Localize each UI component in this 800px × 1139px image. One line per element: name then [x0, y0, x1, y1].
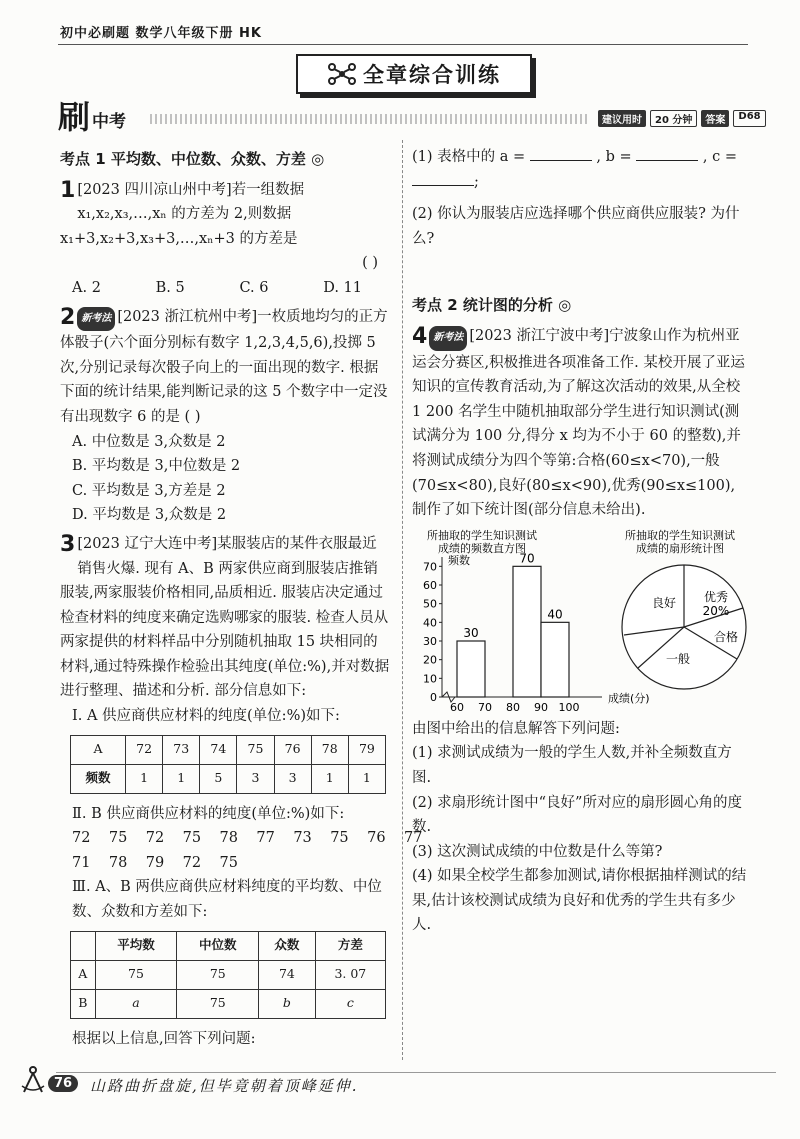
histogram-bar: [457, 641, 485, 697]
supplier-a-table: [70, 735, 386, 794]
histogram-bar: [513, 566, 541, 697]
b-data-line-1: 72 75 72 75 78 77 73 75 76 77: [72, 830, 423, 847]
pie-chart: [622, 528, 746, 689]
dotted-rule: [150, 114, 590, 124]
table-row: B a 75 b c: [71, 989, 386, 1018]
table-row: A 72 73 74 75 76 78 79: [71, 735, 386, 764]
part-3-label: Ⅲ. A、B 两供应商供应材料纯度的平均数、中位数、众数和方差如下:: [72, 879, 382, 921]
pie-title-line2: 成绩的扇形统计图: [636, 541, 724, 555]
question-3: [60, 531, 423, 1051]
stats-table: [70, 931, 386, 1019]
x-tick-label: 100: [558, 700, 580, 714]
new-method-badge: 新考法: [429, 326, 467, 351]
b-data-line-2: 71 78 79 72 75: [72, 854, 238, 871]
slice-percent-excellent: 20%: [702, 603, 730, 618]
blank-c[interactable]: [412, 171, 474, 186]
book-series-header: 初中必刷题 数学八年级下册 HK: [60, 26, 263, 41]
bar-value-label: 40: [547, 607, 563, 622]
footer-rule: [56, 1072, 776, 1073]
blank-a[interactable]: [530, 146, 592, 161]
question-text: [2023 四川凉山州中考]若一组数据 x₁,x₂,x₃,…,xₙ 的方差为 2,则数据 x₁+3,x₂+3,x₃+3,…,xₙ+3 的方差是: [60, 181, 305, 247]
table-row: 平均数 中位数 众数 方差: [71, 931, 386, 960]
question-text: [2023 辽宁大连中考]某服装店的某件衣服最近销售火爆. 现有 A、B 两家供应商到服装店推销服装,两家服装价格相同,品质相近. 服装店决定通过检查材料的纯度来确定选购哪家的服装. 检查人员从两家提供的材料样品中分别随机抽取 15 块相同的材料,通过特殊操作检验出其纯度(单位:%),并对数据进行整理、描述和分析. 部分信息如下:: [60, 535, 390, 700]
blank-b[interactable]: [636, 146, 698, 161]
question-2: [60, 305, 390, 528]
question-number: 1: [60, 177, 76, 203]
time-value: 20 分钟: [650, 110, 697, 127]
y-tick-label: 70: [423, 560, 437, 574]
y-tick-label: 60: [423, 578, 437, 592]
y-tick-label: 50: [423, 597, 437, 611]
x-axis-label: 成绩(分): [608, 691, 650, 705]
left-column: [60, 145, 423, 1051]
option-b: B. 5: [155, 279, 185, 296]
kaodian-1-heading: 考点 1 平均数、中位数、众数、方差 ◎: [60, 150, 325, 168]
slice-label-pass: 合格: [713, 629, 739, 644]
y-ticks: [423, 560, 442, 704]
option-d: D. 平均数是 3,众数是 2: [72, 507, 227, 524]
option-b: B. 平均数是 3,中位数是 2: [72, 458, 241, 475]
histogram-title-line1: 所抽取的学生知识测试: [427, 528, 537, 542]
column-divider: [402, 140, 403, 1060]
question-number: 2: [60, 304, 76, 330]
y-tick-label: 30: [423, 634, 437, 648]
question-number: 4: [412, 323, 428, 349]
option-d: D. 11: [323, 279, 362, 296]
new-method-badge: 新考法: [77, 307, 115, 332]
section-heading: [58, 100, 126, 134]
option-a: A. 2: [72, 279, 101, 296]
histogram-title-line2: 成绩的频数直方图: [438, 541, 526, 555]
question-1: [60, 178, 390, 301]
slice-label-good: 良好: [651, 595, 677, 610]
right-column: [412, 145, 748, 938]
zhongkao-label: 中考: [92, 112, 127, 132]
page-number: 76: [48, 1075, 78, 1092]
option-c: C. 6: [239, 279, 269, 296]
option-c: C. 平均数是 3,方差是 2: [72, 482, 226, 499]
shua-glyph: 刷: [58, 98, 91, 136]
target-icon: ◎: [311, 150, 325, 168]
answer-label: 答案: [701, 110, 729, 127]
x-tick-label: 80: [506, 700, 520, 714]
question-number: 3: [60, 531, 76, 557]
answer-ref: D68: [733, 110, 765, 127]
options: [60, 276, 362, 301]
x-tick-label: 90: [534, 700, 548, 714]
header-rule: [58, 44, 748, 45]
bars: [457, 551, 569, 697]
x-ticks: [450, 701, 580, 714]
part-1-label: Ⅰ. A 供应商供应材料的纯度(单位:%)如下:: [72, 708, 340, 725]
q4-sub-1: (1) 求测试成绩为一般的学生人数,并补全频数直方图.: [412, 745, 732, 786]
time-answer-meta: [598, 110, 766, 127]
time-label: 建议用时: [598, 110, 646, 127]
compass-icon: [18, 1064, 48, 1094]
y-tick-label: 10: [423, 672, 437, 686]
y-tick-label: 40: [423, 616, 437, 630]
question-text: 新考法 [2023 浙江杭州中考]一枚质地均匀的正方体骰子(六个面分别标有数字 1,2,3,4,5,6),投掷 5 次,分别记录每次骰子向上的一面出现的数字. 根据下面的统计结果,能判断记录的这 5 个数字中一定没有出现数字 6 的是 ( ): [60, 308, 388, 425]
frequency-histogram: [423, 528, 650, 714]
option-a: A. 中位数是 3,众数是 2: [72, 433, 226, 450]
question-text: 新考法 [2023 浙江宁波中考]宁波象山作为杭州亚运会分赛区,积极推进各项准备工作. 某校开展了亚运知识的宣传教育活动,为了解这次活动的效果,从全校 1 200 名学生中随机抽取部分学生进行知识测试(测试满分为 100 分,得分 x 均为不小于 60 的整数),并将测试成绩分为四个等第:合格(60≤x<70),一般(70≤x<80),良好(80≤x<90),优秀(90≤x≤100),制作了如下统计图(部分信息未给出).: [412, 327, 745, 519]
x-tick-label: 70: [478, 700, 492, 714]
q4-sub-2: (2) 求扇形统计图中“良好”所对应的扇形圆心角的度数.: [412, 794, 742, 836]
q4-subquestions: [412, 717, 748, 938]
question-4: [412, 324, 748, 523]
kaodian-2-heading: 考点 2 统计图的分析 ◎: [412, 296, 572, 315]
q3-sub-1: (1) 表格中的 a = , b = , c = ;: [412, 145, 748, 194]
q4-intro: 由图中给出的信息解答下列问题:: [412, 720, 620, 737]
y-axis-label: 频数: [448, 553, 470, 567]
table-row: 频数 1 1 5 3 3 1 1: [71, 764, 386, 793]
part-2-label: Ⅱ. B 供应商供应材料的纯度(单位:%)如下:: [72, 805, 345, 822]
pie-title-line1: 所抽取的学生知识测试: [625, 528, 735, 542]
answer-paren: ( ): [362, 255, 378, 272]
y-tick-label: 0: [430, 690, 437, 704]
target-icon: ◎: [558, 296, 572, 315]
chapter-title-box: [296, 54, 532, 94]
chapter-title: 全章综合训练: [363, 63, 501, 87]
slice-label-average: 一般: [665, 651, 691, 666]
table-row: A 75 75 74 3. 07: [71, 960, 386, 989]
histogram-bar: [541, 622, 569, 697]
molecule-icon: [327, 62, 357, 86]
bar-value-label: 70: [519, 551, 535, 566]
q3-tail: 根据以上信息,回答下列问题:: [72, 1030, 256, 1047]
q4-sub-3: (3) 这次测试成绩的中位数是什么等第?: [412, 843, 663, 860]
charts-area: [412, 527, 748, 714]
slice-label-excellent: 优秀: [703, 589, 729, 604]
q3-sub-2: (2) 你认为服装店应选择哪个供应商供应服装? 为什么?: [412, 206, 740, 247]
bar-value-label: 30: [463, 625, 479, 640]
footer-motto: 山路曲折盘旋,但毕竟朝着顶峰延伸.: [90, 1077, 359, 1095]
y-tick-label: 20: [423, 653, 437, 667]
q4-sub-4: (4) 如果全校学生都参加测试,请你根据抽样测试的结果,估计该校测试成绩为良好和优秀的学生共有多少人.: [412, 868, 747, 934]
x-tick-label: 60: [450, 700, 464, 714]
